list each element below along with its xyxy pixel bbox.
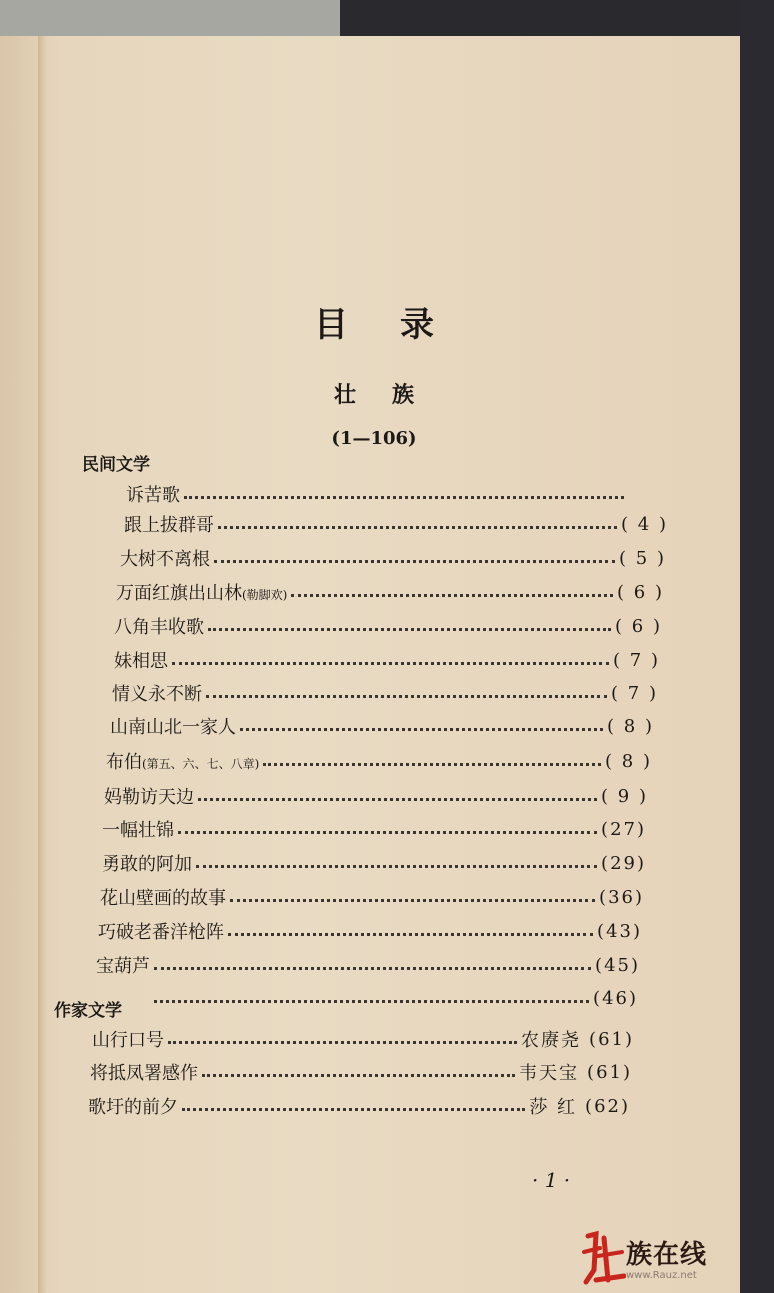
toc-entry[interactable] — [88, 1091, 630, 1121]
toc-entry[interactable] — [106, 746, 652, 776]
entry-title: 山行口号 — [92, 1030, 164, 1051]
entry-page: (62) — [585, 1095, 630, 1117]
leader-dots — [291, 594, 613, 597]
entry-title: 歌圩的前夕 — [88, 1097, 178, 1118]
toc-entry[interactable] — [92, 1024, 634, 1054]
toc-entry[interactable] — [102, 848, 646, 878]
leader-dots — [154, 967, 591, 970]
toc-entry[interactable] — [110, 711, 654, 741]
entry-author: 莎 红 — [529, 1097, 578, 1118]
toc-entry[interactable] — [102, 814, 646, 844]
toc-entry[interactable] — [98, 916, 642, 946]
entry-title: 宝葫芦 — [96, 956, 150, 977]
toc-entry[interactable] — [150, 983, 638, 1013]
background-dark-edge — [740, 0, 774, 1293]
leader-dots — [178, 831, 597, 834]
entry-page: ( 7 ) — [613, 649, 660, 671]
section-folk-literature: 民间文学 — [82, 455, 150, 475]
zhuang-logo-icon — [582, 1230, 626, 1288]
leader-dots — [182, 1108, 525, 1111]
toc-entry[interactable] — [126, 479, 666, 509]
entry-title: 勇敢的阿加 — [102, 854, 192, 875]
leader-dots — [202, 1074, 515, 1077]
leader-dots — [196, 865, 597, 868]
entry-title: 巧破老番洋枪阵 — [98, 922, 224, 943]
entry-title: 山南山北一家人 — [110, 717, 236, 738]
entry-page: ( 4 ) — [621, 513, 668, 535]
entry-title: 万面红旗出山林 — [116, 583, 242, 604]
toc-entry[interactable] — [120, 543, 666, 573]
entry-title: 跟上拔群哥 — [124, 515, 214, 536]
toc-entry[interactable] — [100, 882, 644, 912]
section-writer-literature: 作家文学 — [54, 1001, 122, 1021]
entry-title: 妹相思 — [114, 651, 168, 672]
entry-title: 妈勒访天边 — [104, 787, 194, 808]
entry-page: (36) — [599, 886, 644, 908]
page-title: 目录 — [314, 305, 486, 345]
watermark-text: 族在线 — [626, 1240, 708, 1270]
ethnic-group-heading: 壮族 — [333, 382, 450, 408]
leader-dots — [214, 560, 615, 563]
entry-page: ( 6 ) — [615, 615, 662, 637]
entry-page: ( 6 ) — [617, 581, 664, 603]
entry-note: (勒脚欢) — [242, 588, 288, 602]
entry-title: 诉苦歌 — [126, 485, 180, 506]
entry-page: (45) — [595, 954, 640, 976]
entry-title: 一幅壮锦 — [102, 820, 174, 841]
leader-dots — [208, 628, 611, 631]
leader-dots — [172, 662, 609, 665]
entry-page: ( 8 ) — [607, 715, 654, 737]
entry-title: 将抵凤署感作 — [90, 1063, 198, 1084]
page-number: · 1 · — [532, 1168, 571, 1192]
entry-page: (29) — [601, 852, 646, 874]
entry-page: ( 7 ) — [611, 682, 658, 704]
page-range: (1—106) — [331, 428, 417, 449]
book-spine — [38, 36, 46, 1293]
entry-title: 布伯 — [106, 752, 142, 773]
entry-page: (61) — [589, 1028, 634, 1050]
leader-dots — [230, 899, 595, 902]
entry-note: (第五、六、七、八章) — [142, 757, 260, 771]
toc-entry[interactable] — [90, 1057, 632, 1087]
toc-entry[interactable] — [114, 611, 662, 641]
leader-dots — [263, 763, 601, 766]
entry-page: (46) — [593, 987, 638, 1009]
entry-page: (27) — [601, 818, 646, 840]
leader-dots — [228, 933, 593, 936]
entry-author: 韦天宝 — [519, 1063, 580, 1084]
site-watermark — [582, 1230, 748, 1288]
entry-page: (61) — [587, 1061, 632, 1083]
leader-dots — [240, 728, 603, 731]
leader-dots — [154, 1000, 589, 1003]
toc-entry[interactable] — [124, 509, 668, 539]
toc-entry[interactable] — [116, 577, 664, 607]
watermark-url: www.Rauz.net — [626, 1270, 697, 1281]
leader-dots — [184, 496, 624, 499]
entry-title: 花山壁画的故事 — [100, 888, 226, 909]
entry-title: 情义永不断 — [112, 684, 202, 705]
leader-dots — [218, 526, 617, 529]
leader-dots — [198, 798, 597, 801]
toc-entry[interactable] — [96, 950, 640, 980]
toc-entry[interactable] — [114, 645, 660, 675]
entry-author: 农赓尧 — [521, 1030, 582, 1051]
toc-entry[interactable] — [104, 781, 648, 811]
entry-title: 八角丰收歌 — [114, 617, 204, 638]
leader-dots — [168, 1041, 517, 1044]
entry-page: (43) — [597, 920, 642, 942]
entry-page: ( 9 ) — [601, 785, 648, 807]
entry-title: 大树不离根 — [120, 549, 210, 570]
entry-page: ( 8 ) — [605, 750, 652, 772]
entry-page: ( 5 ) — [619, 547, 666, 569]
toc-entry[interactable] — [112, 678, 658, 708]
leader-dots — [206, 695, 607, 698]
